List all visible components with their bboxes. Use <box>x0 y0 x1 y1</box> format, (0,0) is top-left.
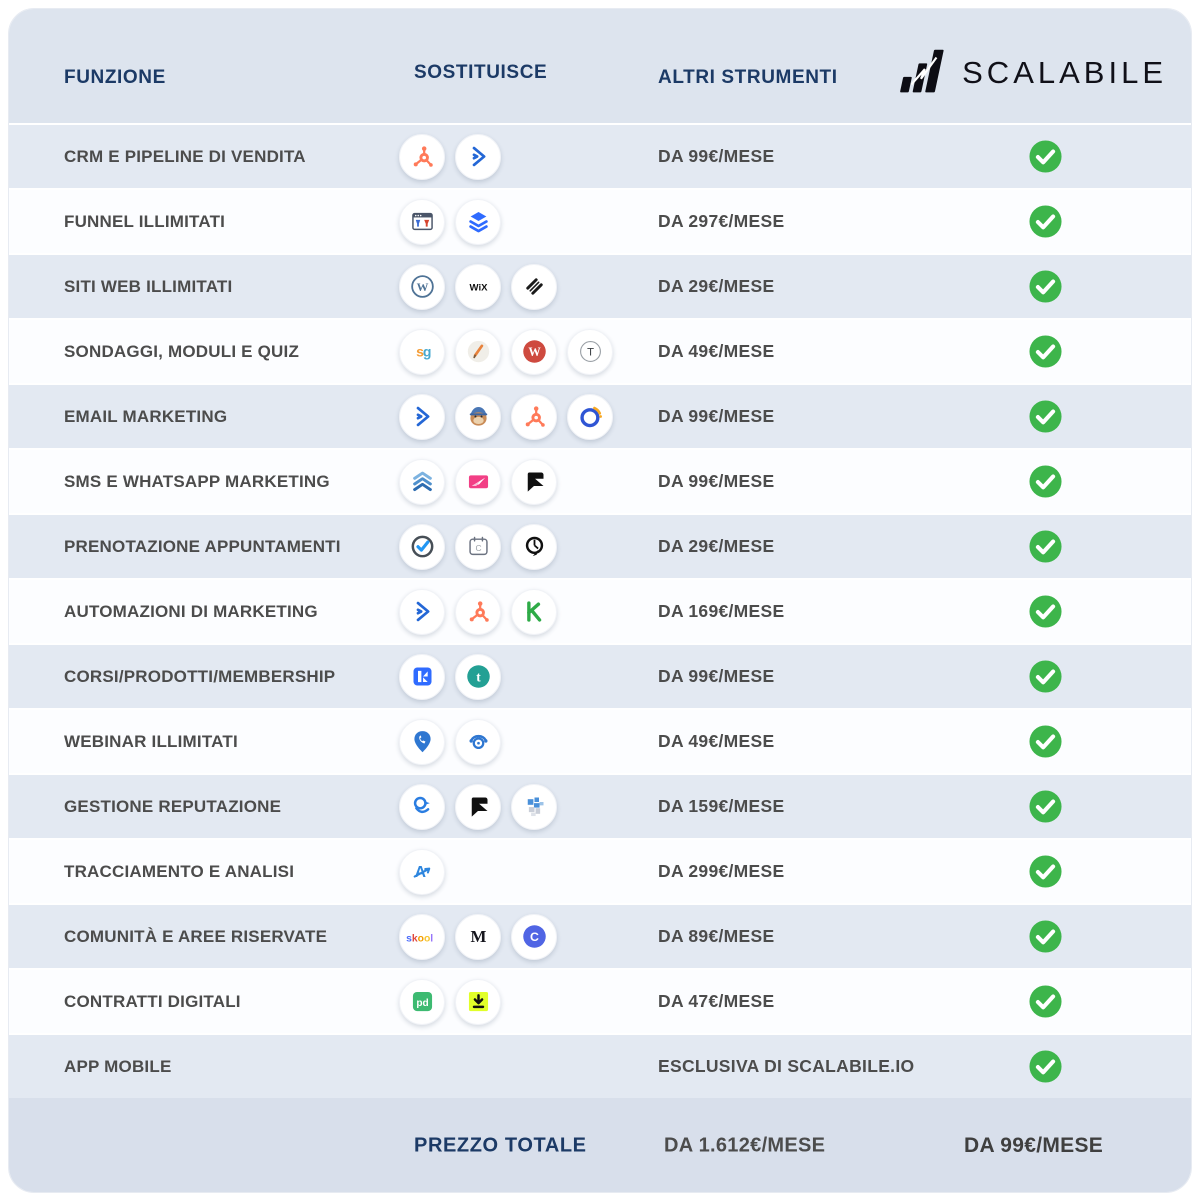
calcom-icon <box>455 524 501 570</box>
anytrack-icon <box>399 849 445 895</box>
replaced-tools <box>399 589 649 635</box>
svg-text:pd: pd <box>415 997 429 1009</box>
table-row <box>9 708 1191 773</box>
clickfunnels-icon <box>399 199 445 245</box>
mailchimp-icon <box>455 394 501 440</box>
keap-icon <box>511 589 557 635</box>
other-tools-price: DA 159€/MESE <box>658 796 785 816</box>
other-tools-price: DA 99€/MESE <box>658 146 775 166</box>
podium-icon <box>511 459 557 505</box>
table-row <box>9 838 1191 903</box>
replaced-tools <box>399 199 649 245</box>
activecampaign-icon <box>399 394 445 440</box>
other-tools-price: DA 89€/MESE <box>658 926 775 946</box>
feature-label: CRM E PIPELINE DI VENDITA <box>64 146 306 166</box>
feature-label: EMAIL MARKETING <box>64 406 228 426</box>
table-row <box>9 578 1191 643</box>
scalabile-check-icon <box>949 139 1141 174</box>
scalabile-check-icon <box>949 269 1141 304</box>
svg-text:s: s <box>415 343 424 360</box>
table-row <box>9 773 1191 838</box>
wufoo-icon <box>511 329 557 375</box>
other-tools-price: DA 99€/MESE <box>658 471 775 491</box>
table-header <box>9 9 1191 123</box>
feature-label: FUNNEL ILLIMITATI <box>64 211 226 231</box>
table-row <box>9 383 1191 448</box>
feature-label: PRENOTAZIONE APPUNTAMENTI <box>64 536 341 556</box>
table-row <box>9 903 1191 968</box>
scalabile-bars-icon <box>892 46 950 100</box>
other-tools-price: DA 49€/MESE <box>658 731 775 751</box>
other-tools-price: DA 169€/MESE <box>658 601 785 621</box>
svg-text:skool: skool <box>406 933 434 945</box>
leadpages-icon <box>455 199 501 245</box>
sms-chevrons-icon <box>399 459 445 505</box>
replaced-tools <box>399 329 649 375</box>
hubspot-icon <box>455 589 501 635</box>
teachable-icon <box>455 654 501 700</box>
svg-text:WiX: WiX <box>469 282 487 294</box>
feature-label: WEBINAR ILLIMITATI <box>64 731 238 751</box>
replaced-tools <box>399 394 649 440</box>
webinar-phone-icon <box>455 719 501 765</box>
other-tools-price: DA 99€/MESE <box>658 666 775 686</box>
replaced-tools <box>399 459 649 505</box>
table-row <box>9 318 1191 383</box>
constantcontact-icon <box>567 394 613 440</box>
table-row <box>9 123 1191 188</box>
replaced-tools <box>399 849 649 895</box>
wix-icon <box>455 264 501 310</box>
birdeye-icon <box>399 784 445 830</box>
table-row <box>9 188 1191 253</box>
brand-name: SCALABILE <box>962 55 1167 90</box>
total-label: PREZZO TOTALE <box>414 1134 587 1157</box>
svg-text:C: C <box>529 930 539 945</box>
feature-label: CORSI/PRODOTTI/MEMBERSHIP <box>64 666 336 686</box>
squarespace-icon <box>511 264 557 310</box>
pandadoc-icon <box>399 979 445 1025</box>
svg-text:A: A <box>414 864 426 882</box>
circle-icon <box>511 914 557 960</box>
scalabile-check-icon <box>949 789 1141 824</box>
scalabile-check-icon <box>949 594 1141 629</box>
feature-label: COMUNITÀ E AREE RISERVATE <box>64 926 328 946</box>
hubspot-icon <box>511 394 557 440</box>
feature-label: CONTRATTI DIGITALI <box>64 991 241 1011</box>
replaced-tools <box>399 524 649 570</box>
other-tools-price: DA 29€/MESE <box>658 536 775 556</box>
other-tools-price: ESCLUSIVA DI SCALABILE.IO <box>658 1056 915 1076</box>
pink-envelope-icon <box>455 459 501 505</box>
replaced-tools <box>399 264 649 310</box>
scalabile-check-icon <box>949 204 1141 239</box>
other-tools-price: DA 99€/MESE <box>658 406 775 426</box>
scalabile-check-icon <box>949 724 1141 759</box>
calendly-icon <box>399 524 445 570</box>
scalabile-check-icon <box>949 399 1141 434</box>
comparison-card <box>8 8 1192 1193</box>
scalabile-check-icon <box>949 464 1141 499</box>
hubspot-icon <box>399 134 445 180</box>
svg-text:W: W <box>416 279 428 294</box>
activecampaign-icon <box>399 589 445 635</box>
table-row <box>9 968 1191 1033</box>
svg-text:C: C <box>474 542 482 553</box>
sign-arrow-icon <box>455 979 501 1025</box>
typeform-icon <box>567 329 613 375</box>
skool-icon <box>399 914 445 960</box>
other-tools-price: DA 299€/MESE <box>658 861 785 881</box>
webinar-pin-icon <box>399 719 445 765</box>
svg-text:g: g <box>422 343 431 360</box>
table-row <box>9 1033 1191 1098</box>
scalabile-check-icon <box>949 529 1141 564</box>
column-header-sostituisce: SOSTITUISCE <box>414 62 548 83</box>
total-row <box>9 1098 1191 1193</box>
replaced-tools <box>399 654 649 700</box>
podium-icon <box>455 784 501 830</box>
table-row <box>9 448 1191 513</box>
scalabile-check-icon <box>949 854 1141 889</box>
acuity-icon <box>511 524 557 570</box>
reputation-pixels-icon <box>511 784 557 830</box>
svg-text:W: W <box>527 345 541 360</box>
svg-text:T: T <box>586 346 594 359</box>
other-tools-price: DA 29€/MESE <box>658 276 775 296</box>
brand-logo <box>892 43 1167 103</box>
feature-label: SMS E WHATSAPP MARKETING <box>64 471 330 491</box>
feature-label: TRACCIAMENTO E ANALISI <box>64 861 295 881</box>
table-row <box>9 253 1191 318</box>
surveygizmo-icon <box>399 329 445 375</box>
replaced-tools <box>399 914 649 960</box>
scalabile-check-icon <box>949 334 1141 369</box>
feature-label: AUTOMAZIONI DI MARKETING <box>64 601 318 621</box>
table-row <box>9 643 1191 708</box>
column-header-funzione: FUNZIONE <box>64 67 166 88</box>
column-header-altri-strumenti: ALTRI STRUMENTI <box>658 67 838 88</box>
scalabile-check-icon <box>949 659 1141 694</box>
scalabile-check-icon <box>949 1049 1141 1084</box>
mighty-networks-icon <box>455 914 501 960</box>
replaced-tools <box>399 979 649 1025</box>
comparison-rows <box>9 123 1191 1098</box>
scalabile-check-icon <box>949 984 1141 1019</box>
feature-label: GESTIONE REPUTAZIONE <box>64 796 282 816</box>
feature-label: APP MOBILE <box>64 1056 172 1076</box>
other-tools-price: DA 297€/MESE <box>658 211 785 231</box>
feature-label: SITI WEB ILLIMITATI <box>64 276 233 296</box>
other-tools-price: DA 49€/MESE <box>658 341 775 361</box>
svg-text:M: M <box>470 927 486 947</box>
feature-label: SONDAGGI, MODULI E QUIZ <box>64 341 300 361</box>
total-scalabile-price: DA 99€/MESE <box>964 1134 1104 1157</box>
table-row <box>9 513 1191 578</box>
survey-pencil-icon <box>455 329 501 375</box>
svg-text:t: t <box>475 669 481 685</box>
replaced-tools <box>399 134 649 180</box>
replaced-tools <box>399 784 649 830</box>
scalabile-check-icon <box>949 919 1141 954</box>
kajabi-icon <box>399 654 445 700</box>
wordpress-icon <box>399 264 445 310</box>
replaced-tools <box>399 719 649 765</box>
total-others-price: DA 1.612€/MESE <box>664 1134 826 1157</box>
other-tools-price: DA 47€/MESE <box>658 991 775 1011</box>
activecampaign-icon <box>455 134 501 180</box>
